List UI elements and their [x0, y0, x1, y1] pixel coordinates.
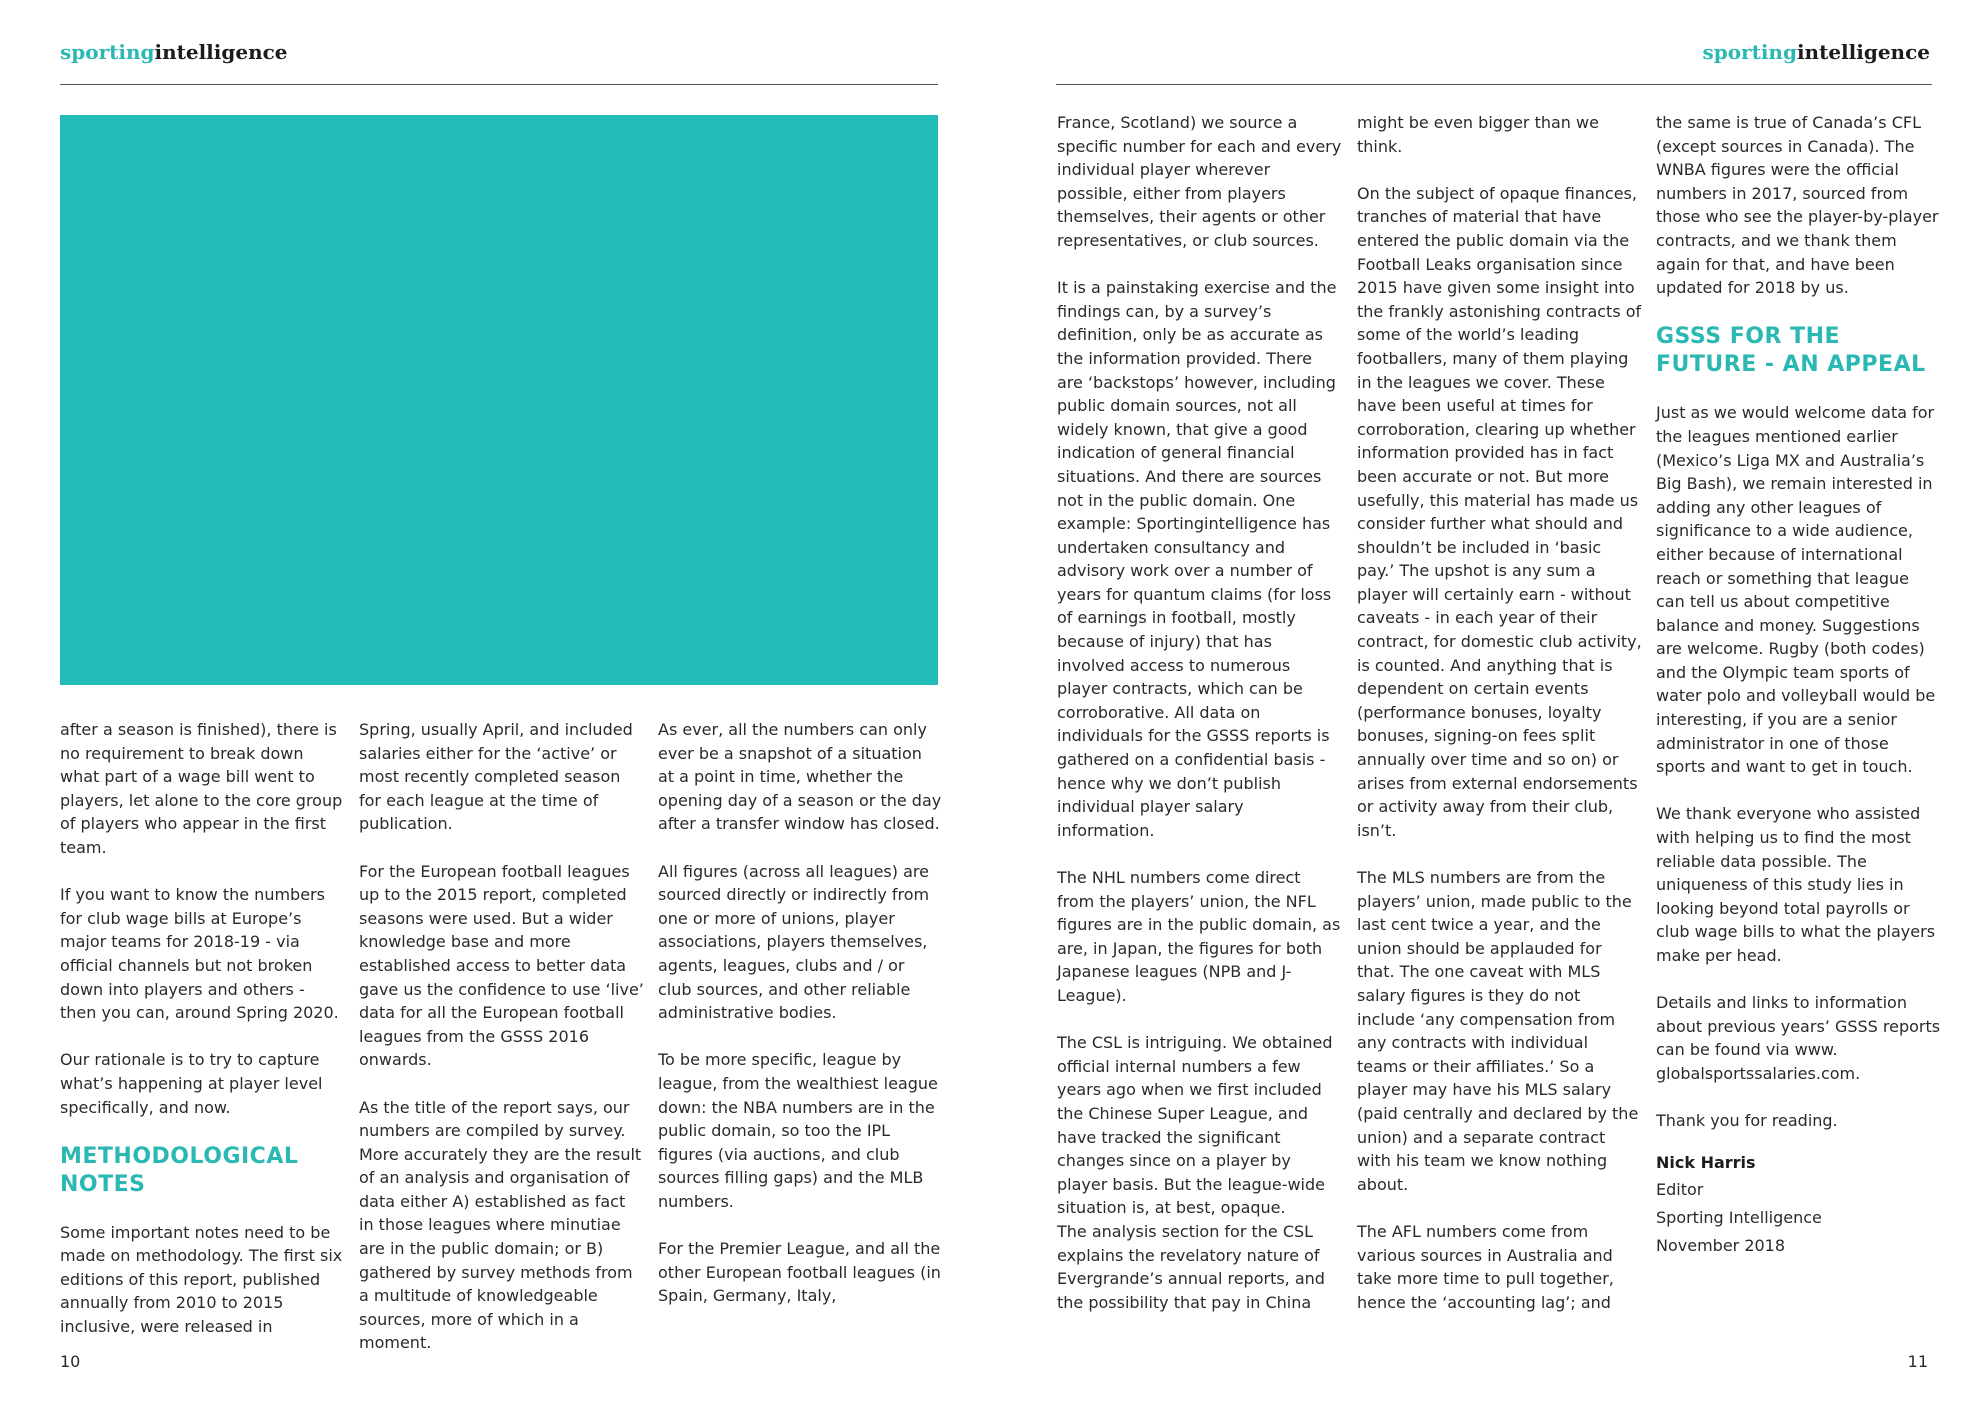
paragraph: Thank you for reading. [1656, 1111, 1838, 1131]
right-column-1 [1057, 111, 1342, 1338]
paragraph: As ever, all the numbers can only ever be a snapshot of a situation at a point in time, whether the opening day of a season or the day after a transfer window has closed. [658, 720, 942, 834]
brand-rest: intelligence [1796, 40, 1930, 64]
brand-rest: intelligence [154, 40, 288, 64]
paragraph: France, Scotland) we source a specific number for each and every individual player wherever possible, either from players themselves, their agents or other representatives, or club sources. [1057, 113, 1342, 250]
brand-logo-right [1702, 40, 1930, 64]
section-heading-gsss-future: GSSS FOR THE FUTURE - AN APPEAL [1656, 324, 1926, 378]
signature-role: Editor [1656, 1180, 1704, 1200]
paragraph: Spring, usually April, and included salaries either for the ‘active’ or most recently completed season for each league at the time of publication. [359, 720, 633, 834]
section-heading-methodological-notes: METHODOLOGICAL NOTES [60, 1143, 299, 1197]
right-column-2 [1357, 111, 1642, 1338]
header-rule-left [60, 84, 938, 85]
paragraph: The CSL is intriguing. We obtained official internal numbers a few years ago when we first included the Chinese Super League, and have tracked the significant changes since on a player by player basis. But the league-wide situation is, at best, opaque. [1057, 1033, 1333, 1218]
paragraph: the same is true of Canada’s CFL (except sources in Canada). The WNBA figures were the official numbers in 2017, sourced from those who see the player-by-player contracts, and we thank them again for that, and have been updated for 2018 by us. [1656, 113, 1939, 298]
brand-logo-left [60, 40, 288, 64]
paragraph: Just as we would welcome data for the leagues mentioned earlier (Mexico’s Liga MX and Australia’s Big Bash), we remain interested in adding any other leagues of significance to a wide audience, either because of international reach or something that league can tell us about competitive balance and money. Suggestions are welcome. Rugby (both codes) and the Olympic team sports of water polo and volleyball would be interesting, if you are a senior administrator in one of those sports and want to get in touch. [1656, 403, 1936, 777]
signature-name: Nick Harris [1656, 1152, 1756, 1172]
left-column-1 [60, 718, 345, 1362]
paragraph: The analysis section for the CSL explains the revelatory nature of Evergrande’s annual reports, and the possibility that pay in China [1057, 1221, 1325, 1312]
image-placeholder-panel [60, 115, 938, 685]
brand-accent: sporting [1702, 40, 1797, 64]
signature-organisation: Sporting Intelligence [1656, 1207, 1822, 1227]
paragraph: We thank everyone who assisted with helping us to find the most reliable data possible. The uniqueness of this study lies in looking beyond total payrolls or club wage bills to what the players make per head. [1656, 804, 1936, 965]
paragraph: after a season is finished), there is no requirement to break down what part of a wage bill went to players, let alone to the core group of players who appear in the first team. [60, 720, 343, 857]
paragraph: The MLS numbers are from the players’ union, made public to the last cent twice a year, and the union should be applauded for that. The one caveat with MLS salary figures is they do not include ‘any compensation from any contracts with individual teams or their affiliates.’ So a player may have his MLS salary (paid centrally and declared by the union) and a separate contract with his team we know nothing about. [1357, 868, 1639, 1194]
paragraph: Some important notes need to be made on methodology. The first six editions of this report, published annually from 2010 to 2015 inclusive, were released in [60, 1222, 343, 1337]
paragraph: If you want to know the numbers for club wage bills at Europe’s major teams for 2018-19 - via official channels but not broken down into players and others - then you can, around Spring 2020. [60, 885, 339, 1023]
paragraph: On the subject of opaque finances, tranches of material that have entered the public domain via the Football Leaks organisation since 2015 have given some insight into the frankly astonishing contracts of some of the world’s leading footballers, many of them playing in the leagues we cover. These have been useful at times for corroboration, clearing up whether information provided has in fact been accurate or not. But more usefully, this material has made us consider further what should and shouldn’t be included in ‘basic pay.’ The upshot is any sum a player will certainly earn - without caveats - in each year of their contract, for domestic club activity, is counted. And anything that is dependent on certain events (performance bonuses, loyalty bonuses, signing-on fees split annually over time and so on) or arises from external endorsements or activity away from their club, isn’t. [1357, 183, 1642, 840]
header-rule-right [1056, 84, 1932, 85]
page-number-right: 11 [1907, 1352, 1928, 1371]
paragraph: To be more specific, league by league, from the wealthiest league down: the NBA numbers are in the public domain, so too the IPL figures (via auctions, and club sources filling gaps) and the MLB numbers. [658, 1050, 938, 1211]
brand-accent: sporting [60, 40, 155, 64]
right-column-3 [1656, 111, 1941, 1261]
paragraph: Details and links to information about previous years’ GSSS reports can be found via www. globalsportssalaries.com. [1656, 993, 1941, 1083]
paragraph: For the Premier League, and all the other European football leagues (in Spain, Germany, Italy, [658, 1239, 941, 1306]
paragraph: It is a painstaking exercise and the findings can, by a survey’s definition, only be as accurate as the information provided. There are ‘backstops’ however, including public domain sources, not all widely known, that give a good indication of general financial situations. And there are sources not in the public domain. One example: Sportingintelligence has undertaken consultancy and advisory work over a number of years for quantum claims (for loss of earnings in football, mostly because of injury) that has involved access to numerous player contracts, which can be corroborative. All data on individuals for the GSSS reports is gathered on a confidential basis - hence why we don’t publish individual player salary information. [1057, 278, 1337, 840]
paragraph: As the title of the report says, our numbers are compiled by survey. More accurately they are the result of an analysis and organisation of data either A) established as fact in those leagues where minutiae are in the public domain; or B) gathered by survey methods from a multitude of knowledgeable sources, more of which in a moment. [359, 1097, 642, 1353]
paragraph: might be even bigger than we think. [1357, 113, 1599, 156]
paragraph: The NHL numbers come direct from the players’ union, the NFL figures are in the public domain, as are, in Japan, the figures for both Japanese leagues (NPB and J-League). [1057, 868, 1341, 1005]
page-number-left: 10 [60, 1352, 81, 1371]
left-column-3 [658, 718, 943, 1331]
signature-date: November 2018 [1656, 1235, 1786, 1255]
paragraph: The AFL numbers come from various sources in Australia and take more time to pull together, hence the ‘accounting lag’; and [1357, 1221, 1614, 1312]
left-column-2 [359, 718, 644, 1379]
paragraph: For the European football leagues up to the 2015 report, completed seasons were used. But a wider knowledge base and more established access to better data gave us the confidence to use ‘live’ data for all the European football leagues from the GSSS 2016 onwards. [359, 861, 644, 1070]
paragraph: All figures (across all leagues) are sourced directly or indirectly from one or more of unions, player associations, players themselves, agents, leagues, clubs and / or club sources, and other reliable administrative bodies. [658, 861, 930, 1023]
paragraph: Our rationale is to try to capture what’s happening at player level specifically, and now. [60, 1050, 323, 1117]
